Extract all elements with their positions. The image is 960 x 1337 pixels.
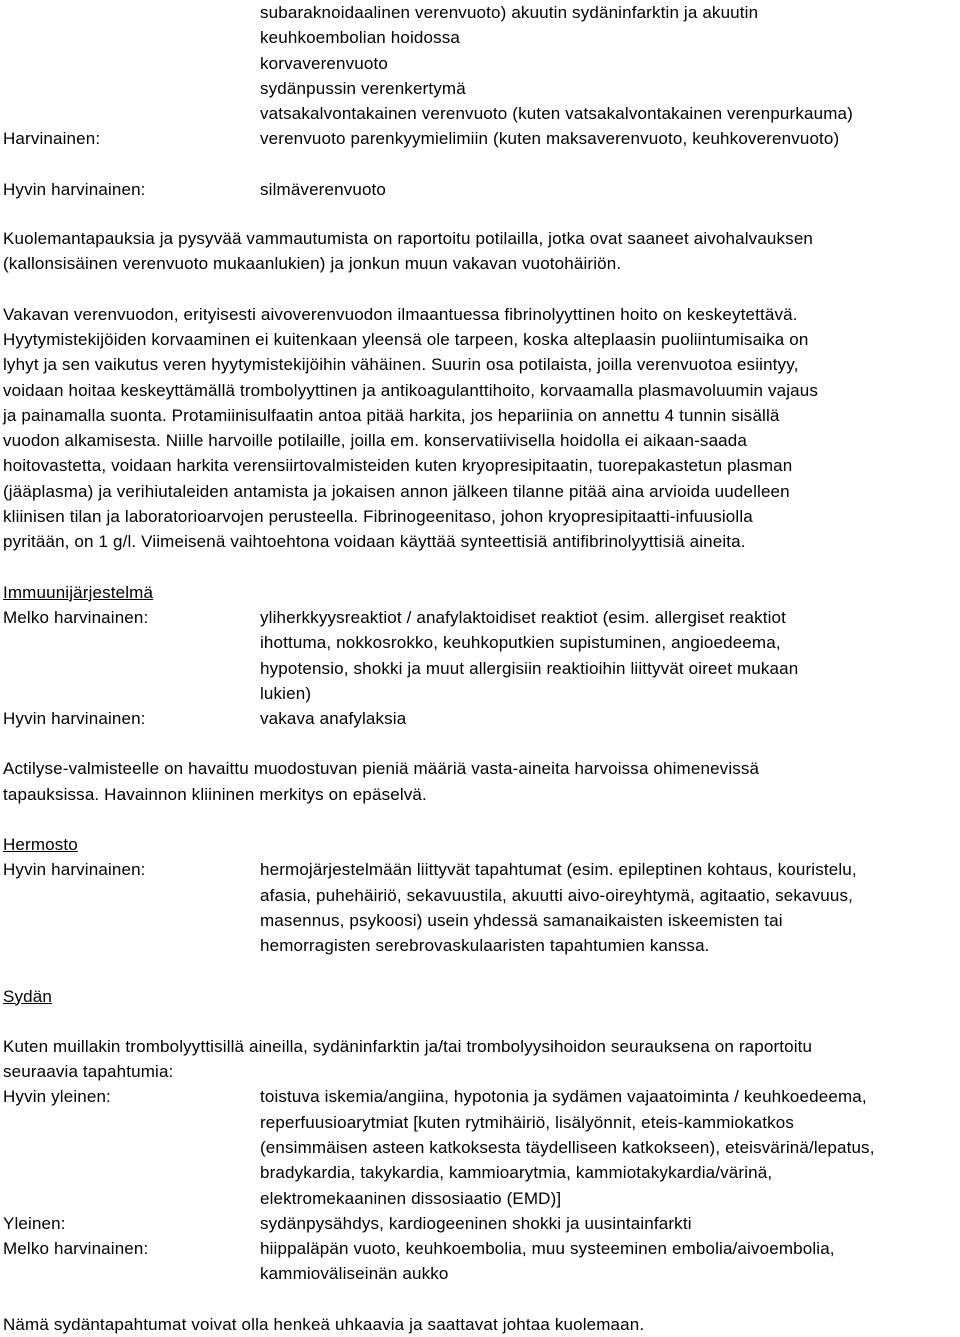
frequency-value: vakava anafylaksia [260, 709, 407, 729]
heart-common-row [3, 1211, 958, 1236]
section-heading-heart: Sydän [3, 986, 52, 1006]
frequency-value: hermojärjestelmään liittyvät tapahtumat (esim. epileptinen kohtaus, kouristelu, afasia, puhehäiriö, sekavuustila, akuutti aivo-oireyhtymä, agitaatio, sekavuus, masennus, psykoosi) usein yhdessä samanaikaisten iskeemisten tai hemorragisten serebrovaskulaaristen tapahtumien kanssa. [260, 860, 857, 956]
frequency-label: Yleinen: [3, 1213, 66, 1233]
frequency-value: hiippaläpän vuoto, keuhkoembolia, muu systeeminen embolia/aivoembolia, kammioväliseinän aukko [260, 1239, 835, 1284]
frequency-label: Hyvin yleinen: [3, 1087, 111, 1107]
frequency-value: verenvuoto parenkyymielimiin (kuten maksaverenvuoto, keuhkoverenvuoto) [260, 129, 840, 149]
frequency-value: silmäverenvuoto [260, 179, 387, 199]
frequency-label: Melko harvinainen: [3, 607, 149, 627]
bleeding-top-values [260, 0, 958, 126]
frequency-label: Hyvin harvinainen: [3, 709, 146, 729]
frequency-label: Harvinainen: [3, 129, 101, 149]
bleeding-value-line: vatsakalvontakainen verenvuoto (kuten vatsakalvontakainen verenpurkauma) [260, 104, 853, 124]
heart-uncommon-row [3, 1236, 958, 1287]
heart-intro-paragraph: Kuten muillakin trombolyyttisillä aineilla, sydäninfarktin ja/tai trombolyysihoidon seurauksena on raportoitu seuraavia tapahtumia: [3, 1036, 813, 1082]
section-heading-immune: Immuunijärjestelmä [3, 582, 154, 602]
antibody-note-paragraph: Actilyse-valmisteelle on havaittu muodostuvan pieniä määriä vasta-aineita harvoissa ohimenevissä tapauksissa. Havainnon kliininen merkitys on epäselvä. [3, 759, 760, 804]
frequency-value: toistuva iskemia/angiina, hypotonia ja sydämen vajaatoiminta / keuhkoedeema, reperfuusioarytmiat [kuten rytmihäiriö, lisälyönnit, eteis-kammiokatkos (ensimmäisen asteen katkoksesta täydelliseen katkokseen), eteisvärinä/lepatus, bradykardia, takykardia, kammioarytmia, kammiotakykardia/värinä, elektromekaaninen dissosiaatio (EMD)] [260, 1087, 875, 1208]
bleeding-very-rare-row [3, 177, 958, 202]
heart-closing-statement: Nämä sydäntapahtumat voivat olla henkeä uhkaavia ja saattavat johtaa kuolemaan. [3, 1314, 645, 1334]
immune-very-rare-row [3, 706, 958, 731]
bleeding-value-line: keuhkoembolian hoidossa [260, 28, 461, 48]
section-heading-nervous: Hermosto [3, 835, 78, 855]
heart-very-common-row [3, 1084, 958, 1210]
bleeding-value-line: korvaverenvuoto [260, 53, 388, 73]
frequency-label: Melko harvinainen: [3, 1239, 149, 1259]
frequency-label: Hyvin harvinainen: [3, 179, 146, 199]
bleeding-rare-row [3, 126, 958, 151]
document-page [3, 0, 958, 1337]
nervous-very-rare-row [3, 857, 958, 958]
frequency-value: sydänpysähdys, kardiogeeninen shokki ja uusintainfarkti [260, 1213, 692, 1233]
bleeding-value-line: sydänpussin verenkertymä [260, 78, 466, 98]
frequency-label: Hyvin harvinainen: [3, 860, 146, 880]
bleeding-top-row [3, 0, 958, 126]
frequency-value: yliherkkyysreaktiot / anafylaktoidiset reaktiot (esim. allergiset reaktiot ihottuma, nokkosrokko, keuhkoputkien supistuminen, angioedeema, hypotensio, shokki ja muut allergisiin reaktioihin liittyvät oireet mukaan lukien) [260, 607, 799, 703]
management-paragraph: Vakavan verenvuodon, erityisesti aivoverenvuodon ilmaantuessa fibrinolyyttinen hoito on keskeytettävä. Hyytymistekijöiden korvaaminen ei kuitenkaan yleensä ole tarpeen, koska alteplaasin puoliintumisaika on lyhyt ja sen vaikutus veren hyytymistekijöihin vähäinen. Suurin osa potilaista, joilla verenvuotoa esiintyy, voidaan hoitaa keskeyttämällä trombolyyttinen ja antikoagulanttihoito, korvaamalla plasmavoluumin vajaus ja painamalla suonta. Protamiinisulfaatin antoa pitää harkita, jos hepariinia on annettu 4 tunnin sisällä vuodon alkamisesta. Niille harvoille potilaille, joilla em. konservatiivisella hoidolla ei aikaan-saada hoitovastetta, voidaan harkita verensiirtovalmisteiden kuten kryopresipitaatin, tuorepakastetun plasman (jääplasma) ja verihiutaleiden antamista ja jokaisen annon jälkeen tilanne pitää aina arvioida uudelleen kliinisen tilan ja laboratorioarvojen perusteella. Fibrinogeenitaso, johon kryopresipitaatti-infuusiolla pyritään, on 1 g/l. Viimeisenä vaihtoehtona voidaan käyttää synteettisiä antifibrinolyyttisiä aineita. [3, 304, 819, 552]
bleeding-value-line: subaraknoidaalinen verenvuoto) akuutin sydäninfarktin ja akuutin [260, 3, 759, 22]
immune-uncommon-row [3, 605, 958, 706]
fatal-outcomes-paragraph: Kuolemantapauksia ja pysyvää vammautumista on raportoitu potilailla, jotka ovat saaneet aivohalvauksen (kallonsisäinen verenvuoto mukaanlukien) ja jonkun muun vakavan vuotohäiriön. [3, 229, 814, 274]
